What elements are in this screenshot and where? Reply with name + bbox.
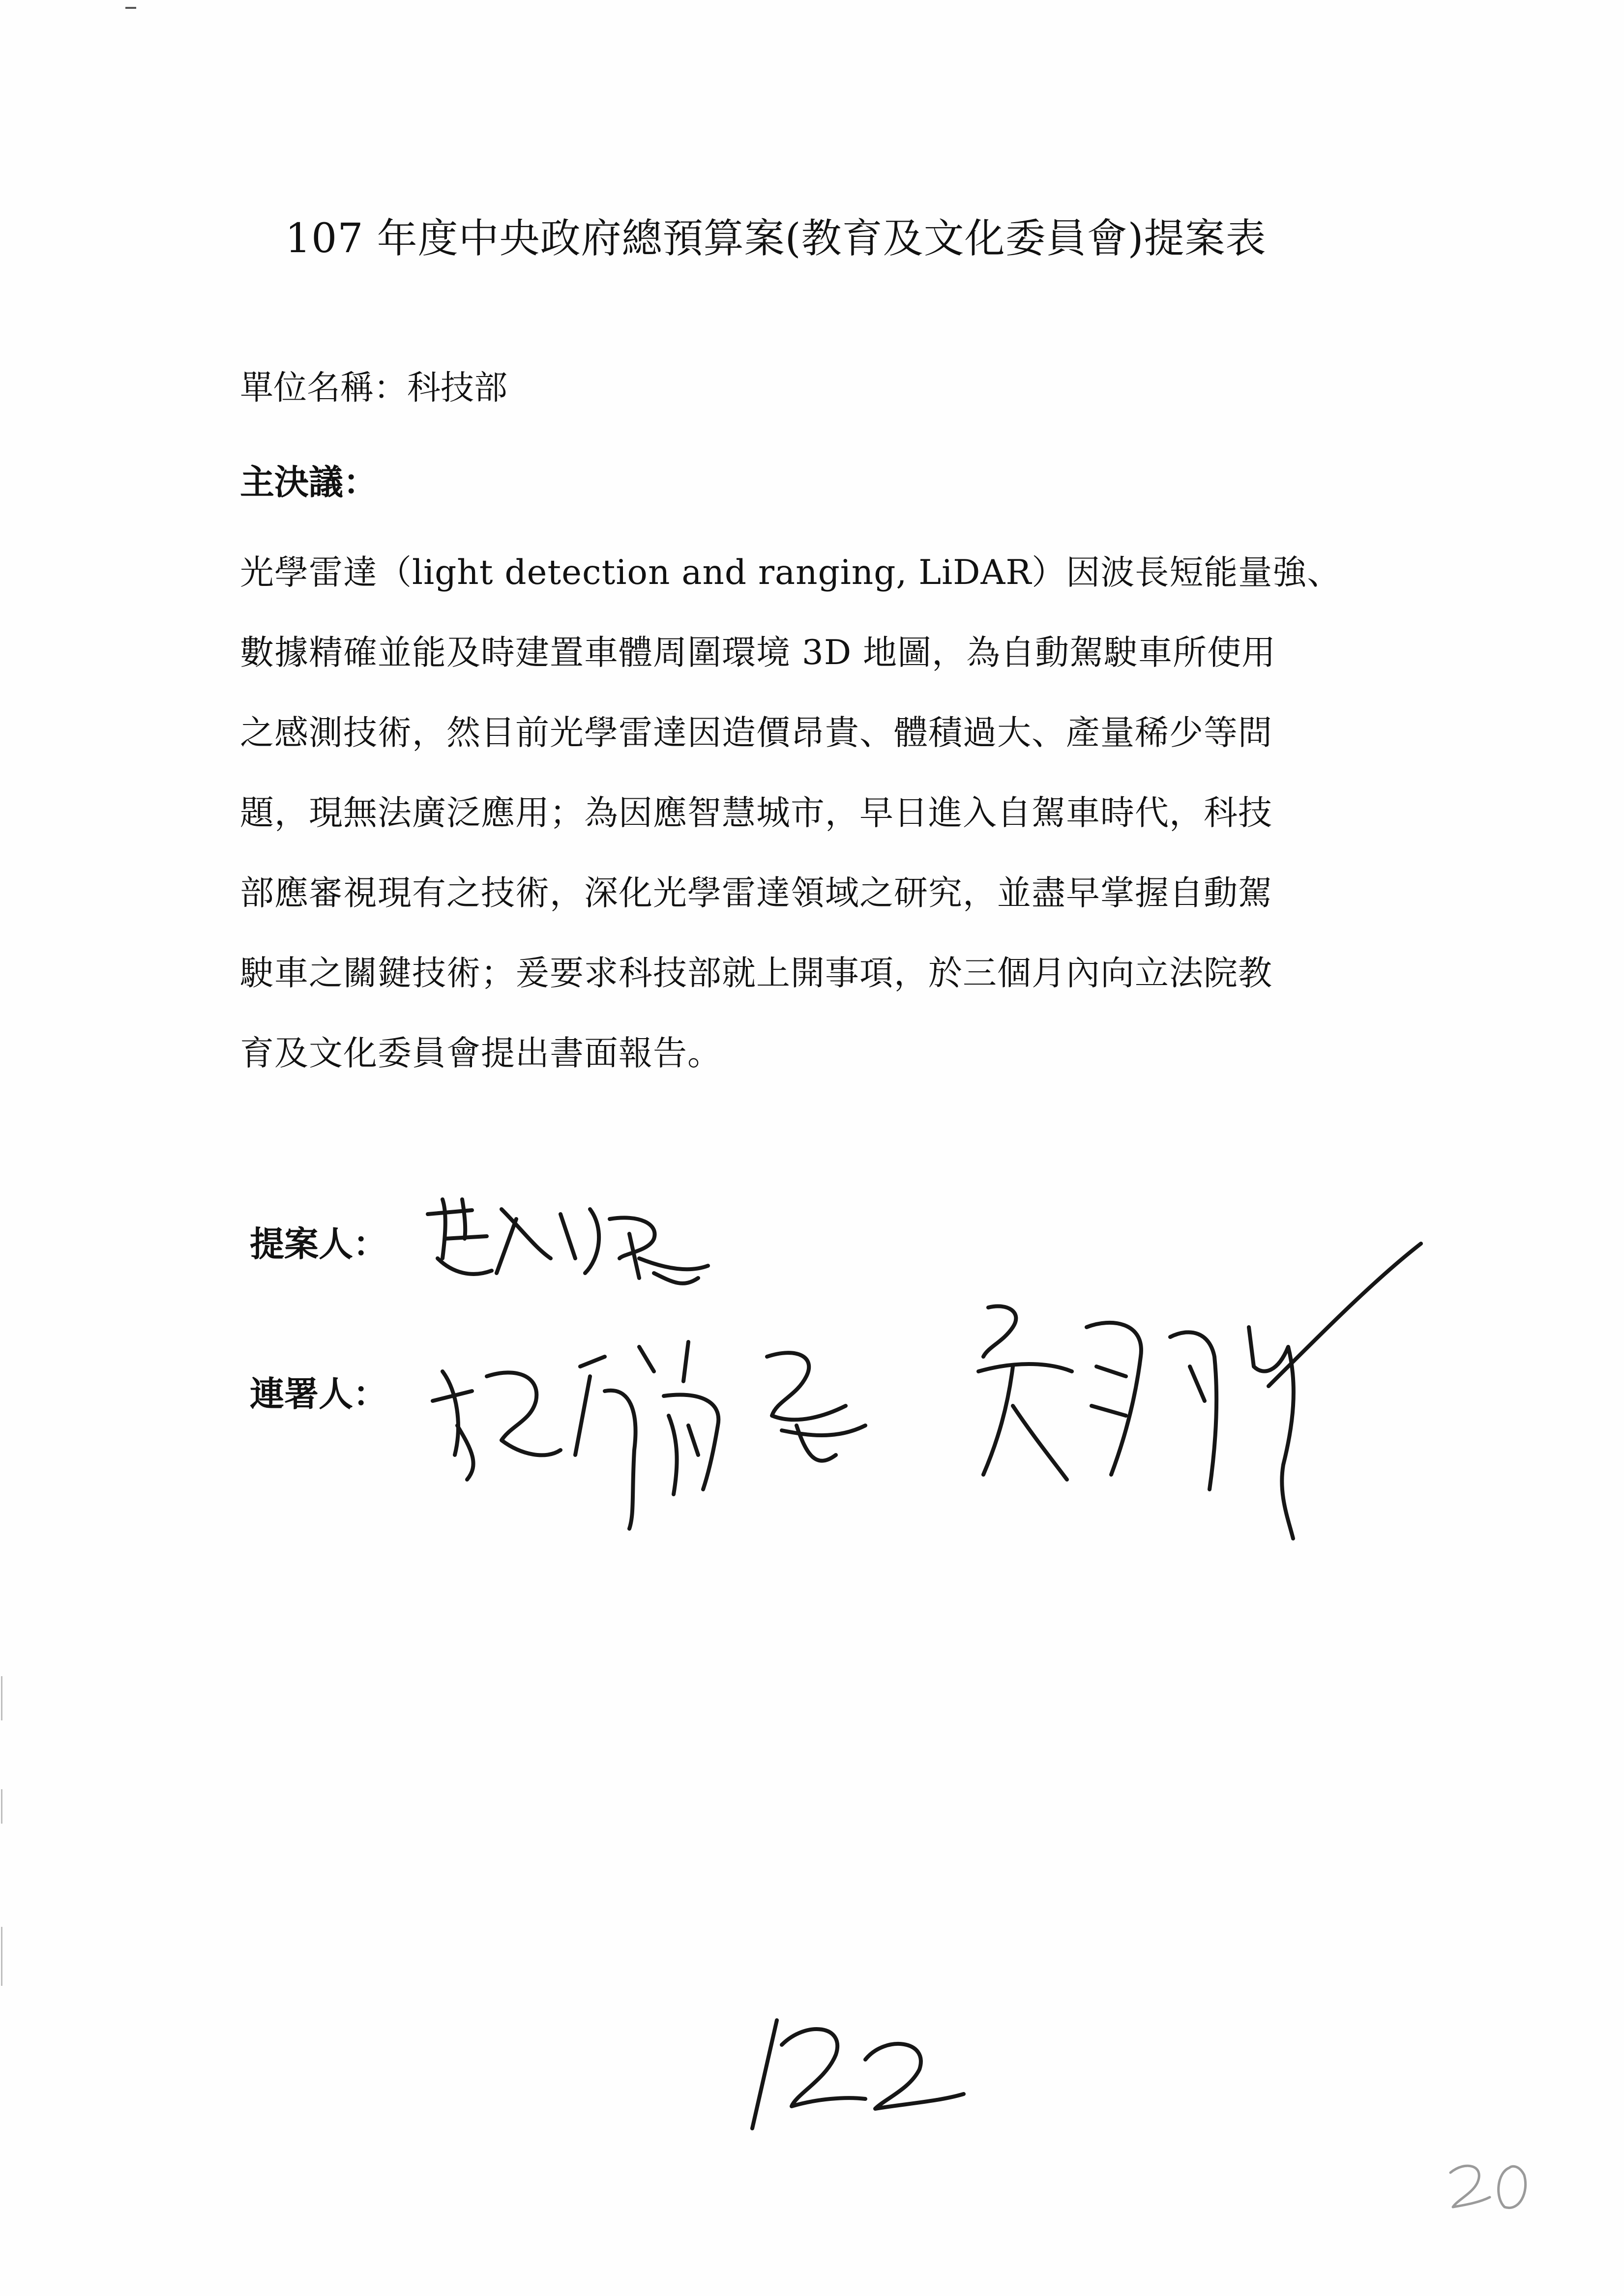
body-line: 題，現無法廣泛應用；為因應智慧城市，早日進入自駕車時代，科技 — [240, 793, 1272, 833]
body-line: 部應審視現有之技術，深化光學雷達領域之研究，並盡早掌握自動駕 — [240, 873, 1272, 913]
body-line: 光學雷達（light detection and ranging, LiDAR）因波長短能量強、 — [240, 553, 1342, 592]
proposer-signature — [428, 1199, 708, 1283]
unit-name: 單位名稱：科技部 — [240, 369, 508, 407]
handwritten-page-number — [752, 2020, 964, 2128]
proposer-label: 提案人： — [250, 1223, 387, 1264]
scan-edge-speck — [1, 1927, 2, 1986]
cosigner-signatures — [433, 1244, 1421, 1539]
cosigner-label: 連署人： — [250, 1373, 387, 1414]
body-line: 育及文化委員會提出書面報告。 — [240, 1034, 722, 1073]
scan-edge-speck — [1, 1676, 2, 1720]
body-line: 之感測技術，然目前光學雷達因造價昂貴、體積過大、產量稀少等問 — [240, 713, 1272, 753]
resolution-heading: 主決議： — [240, 462, 378, 502]
page-number-text — [757, 2040, 767, 2045]
corner-note-text — [1455, 2178, 1462, 2183]
scan-edge-speck — [1, 1789, 2, 1824]
document-title: 107 年度中央政府總預算案(教育及文化委員會)提案表 — [285, 215, 1267, 262]
body-line: 數據精確並能及時建置車體周圍環境 3D 地圖，為自動駕駛車所使用 — [240, 633, 1276, 672]
handwritten-corner-note — [1450, 2166, 1526, 2208]
body-line: 駛車之關鍵技術；爰要求科技部就上開事項，於三個月內向立法院教 — [240, 954, 1272, 993]
